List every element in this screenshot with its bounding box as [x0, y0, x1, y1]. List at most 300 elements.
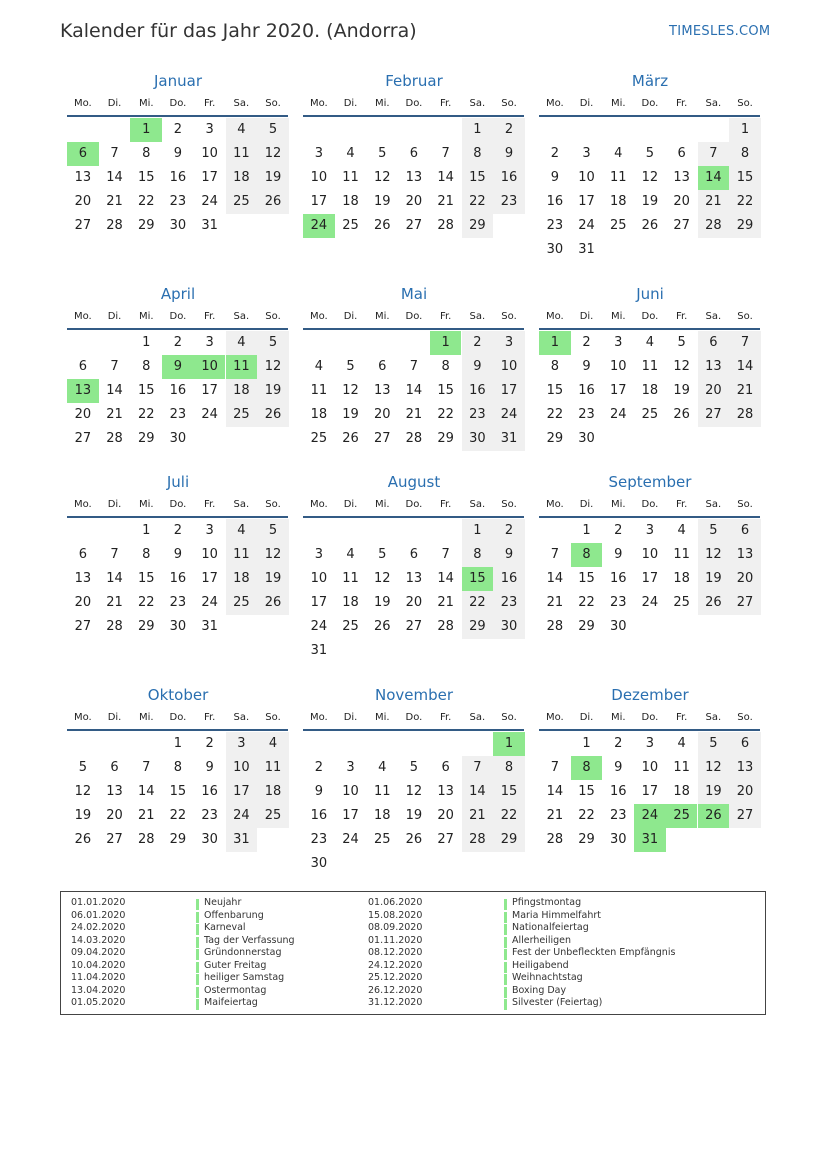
day-cell[interactable]: 14	[106, 383, 123, 398]
day-cell[interactable]: 5	[378, 146, 387, 161]
day-cell[interactable]: 6	[409, 547, 419, 562]
day-cell[interactable]: 2	[173, 122, 183, 137]
day-cell[interactable]: 29	[578, 619, 595, 634]
day-cell[interactable]: 19	[641, 194, 659, 209]
day-cell[interactable]: 9	[314, 784, 323, 799]
day-cell[interactable]: 8	[441, 359, 450, 374]
day-cell[interactable]: 19	[257, 567, 289, 591]
day-cell[interactable]: 17	[201, 170, 218, 185]
day-cell[interactable]: 18	[673, 571, 690, 586]
day-cell[interactable]: 24	[342, 832, 359, 847]
day-cell[interactable]: 26	[373, 619, 391, 634]
day-cell[interactable]: 13	[373, 383, 391, 398]
day-cell[interactable]: 5	[257, 331, 289, 355]
day-cell[interactable]: 1	[142, 523, 151, 538]
day-cell[interactable]: 17	[493, 379, 525, 403]
day-cell[interactable]: 20	[729, 567, 761, 591]
day-cell[interactable]: 25	[226, 591, 258, 615]
day-cell[interactable]: 17	[641, 784, 659, 799]
day-cell[interactable]: 6	[698, 331, 730, 355]
day-cell[interactable]: 12	[74, 784, 92, 799]
day-cell[interactable]: 30	[310, 856, 328, 871]
day-cell[interactable]: 31	[201, 218, 218, 233]
day-cell[interactable]: 13	[405, 571, 423, 586]
day-cell[interactable]: 27	[74, 431, 92, 446]
day-cell[interactable]: 11	[342, 170, 359, 185]
day-cell[interactable]: 6	[729, 519, 761, 543]
day-cell[interactable]: 27	[437, 832, 454, 847]
day-cell[interactable]: 29	[462, 615, 494, 639]
day-cell[interactable]: 10	[493, 355, 525, 379]
day-cell[interactable]: 14	[437, 571, 454, 586]
day-cell[interactable]: 4	[346, 146, 355, 161]
day-cell[interactable]: 1	[142, 335, 151, 350]
day-cell[interactable]: 3	[205, 122, 214, 137]
day-cell[interactable]: 31	[310, 643, 328, 658]
day-cell[interactable]: 6	[78, 359, 87, 374]
day-cell[interactable]: 14	[137, 784, 155, 799]
day-cell[interactable]: 24	[201, 194, 218, 209]
day-cell[interactable]: 30	[546, 242, 564, 257]
day-cell[interactable]: 13	[437, 784, 454, 799]
day-cell[interactable]: 13	[106, 784, 123, 799]
day-cell[interactable]: 16	[169, 571, 187, 586]
day-cell[interactable]: 16	[493, 567, 525, 591]
day-cell[interactable]: 22	[137, 194, 155, 209]
day-cell[interactable]: 5	[257, 118, 289, 142]
day-cell[interactable]: 16	[169, 383, 187, 398]
day-cell[interactable]: 15	[169, 784, 187, 799]
holiday-day-cell[interactable]: 8	[571, 756, 603, 780]
day-cell[interactable]: 4	[314, 359, 323, 374]
day-cell[interactable]: 16	[609, 784, 627, 799]
day-cell[interactable]: 11	[673, 760, 690, 775]
day-cell[interactable]: 28	[698, 214, 730, 238]
holiday-day-cell[interactable]: 25	[666, 804, 698, 828]
day-cell[interactable]: 7	[441, 146, 450, 161]
day-cell[interactable]: 14	[106, 571, 123, 586]
day-cell[interactable]: 30	[609, 832, 627, 847]
day-cell[interactable]: 12	[641, 170, 659, 185]
day-cell[interactable]: 29	[437, 431, 454, 446]
holiday-day-cell[interactable]: 8	[571, 543, 603, 567]
day-cell[interactable]: 25	[342, 619, 359, 634]
day-cell[interactable]: 1	[462, 118, 494, 142]
day-cell[interactable]: 3	[226, 732, 258, 756]
day-cell[interactable]: 6	[78, 547, 87, 562]
day-cell[interactable]: 16	[609, 571, 627, 586]
day-cell[interactable]: 12	[257, 543, 289, 567]
day-cell[interactable]: 26	[641, 218, 659, 233]
day-cell[interactable]: 6	[110, 760, 119, 775]
day-cell[interactable]: 2	[314, 760, 323, 775]
day-cell[interactable]: 5	[78, 760, 87, 775]
day-cell[interactable]: 12	[373, 170, 391, 185]
day-cell[interactable]: 3	[205, 523, 214, 538]
day-cell[interactable]: 5	[677, 335, 686, 350]
day-cell[interactable]: 18	[257, 780, 289, 804]
day-cell[interactable]: 29	[729, 214, 761, 238]
day-cell[interactable]: 25	[609, 218, 627, 233]
day-cell[interactable]: 4	[645, 335, 655, 350]
day-cell[interactable]: 4	[346, 547, 355, 562]
day-cell[interactable]: 7	[698, 142, 730, 166]
day-cell[interactable]: 29	[137, 431, 155, 446]
holiday-day-cell[interactable]: 1	[539, 331, 571, 355]
day-cell[interactable]: 9	[550, 170, 559, 185]
day-cell[interactable]: 18	[310, 407, 328, 422]
day-cell[interactable]: 21	[106, 194, 123, 209]
day-cell[interactable]: 14	[405, 383, 423, 398]
day-cell[interactable]: 15	[137, 383, 155, 398]
day-cell[interactable]: 3	[493, 331, 525, 355]
day-cell[interactable]: 18	[342, 194, 359, 209]
day-cell[interactable]: 27	[729, 591, 761, 615]
day-cell[interactable]: 28	[405, 431, 423, 446]
day-cell[interactable]: 5	[698, 732, 730, 756]
day-cell[interactable]: 26	[257, 591, 289, 615]
day-cell[interactable]: 3	[314, 146, 323, 161]
day-cell[interactable]: 18	[226, 567, 258, 591]
day-cell[interactable]: 26	[257, 190, 289, 214]
day-cell[interactable]: 31	[493, 427, 525, 451]
day-cell[interactable]: 30	[169, 619, 187, 634]
day-cell[interactable]: 30	[578, 431, 595, 446]
day-cell[interactable]: 17	[310, 194, 328, 209]
day-cell[interactable]: 23	[609, 595, 627, 610]
day-cell[interactable]: 5	[346, 359, 355, 374]
day-cell[interactable]: 21	[137, 808, 155, 823]
day-cell[interactable]: 4	[226, 118, 258, 142]
day-cell[interactable]: 27	[106, 832, 123, 847]
day-cell[interactable]: 4	[226, 519, 258, 543]
day-cell[interactable]: 21	[106, 407, 123, 422]
day-cell[interactable]: 13	[729, 756, 761, 780]
day-cell[interactable]: 3	[205, 335, 214, 350]
day-cell[interactable]: 27	[698, 403, 730, 427]
day-cell[interactable]: 4	[614, 146, 623, 161]
day-cell[interactable]: 20	[698, 379, 730, 403]
day-cell[interactable]: 7	[142, 760, 151, 775]
day-cell[interactable]: 30	[201, 832, 218, 847]
day-cell[interactable]: 4	[257, 732, 289, 756]
day-cell[interactable]: 1	[173, 736, 183, 751]
holiday-day-cell[interactable]: 26	[698, 804, 730, 828]
day-cell[interactable]: 15	[137, 170, 155, 185]
holiday-day-cell[interactable]: 10	[194, 355, 226, 379]
day-cell[interactable]: 21	[437, 595, 454, 610]
day-cell[interactable]: 22	[169, 808, 187, 823]
day-cell[interactable]: 20	[74, 595, 92, 610]
day-cell[interactable]: 21	[698, 190, 730, 214]
day-cell[interactable]: 14	[437, 170, 454, 185]
day-cell[interactable]: 15	[493, 780, 525, 804]
day-cell[interactable]: 7	[110, 547, 119, 562]
day-cell[interactable]: 10	[342, 784, 359, 799]
day-cell[interactable]: 8	[493, 756, 525, 780]
day-cell[interactable]: 27	[74, 218, 92, 233]
day-cell[interactable]: 3	[314, 547, 323, 562]
day-cell[interactable]: 10	[641, 547, 659, 562]
day-cell[interactable]: 20	[74, 407, 92, 422]
day-cell[interactable]: 15	[578, 784, 595, 799]
day-cell[interactable]: 23	[169, 595, 187, 610]
day-cell[interactable]: 7	[110, 146, 119, 161]
day-cell[interactable]: 12	[405, 784, 423, 799]
day-cell[interactable]: 29	[578, 832, 595, 847]
day-cell[interactable]: 15	[729, 166, 761, 190]
holiday-day-cell[interactable]: 24	[634, 804, 666, 828]
day-cell[interactable]: 9	[173, 547, 183, 562]
day-cell[interactable]: 16	[169, 170, 187, 185]
day-cell[interactable]: 10	[641, 760, 659, 775]
day-cell[interactable]: 21	[106, 595, 123, 610]
holiday-day-cell[interactable]: 14	[698, 166, 730, 190]
day-cell[interactable]: 16	[310, 808, 328, 823]
day-cell[interactable]: 11	[310, 383, 328, 398]
day-cell[interactable]: 2	[493, 118, 525, 142]
day-cell[interactable]: 28	[546, 832, 564, 847]
day-cell[interactable]: 13	[698, 355, 730, 379]
day-cell[interactable]: 9	[614, 760, 623, 775]
day-cell[interactable]: 16	[201, 784, 218, 799]
day-cell[interactable]: 23	[609, 808, 627, 823]
day-cell[interactable]: 7	[550, 547, 559, 562]
day-cell[interactable]: 28	[106, 431, 123, 446]
day-cell[interactable]: 20	[729, 780, 761, 804]
day-cell[interactable]: 23	[493, 591, 525, 615]
day-cell[interactable]: 28	[137, 832, 155, 847]
day-cell[interactable]: 22	[462, 190, 494, 214]
day-cell[interactable]: 13	[74, 170, 92, 185]
holiday-day-cell[interactable]: 31	[634, 828, 666, 852]
day-cell[interactable]: 3	[582, 146, 591, 161]
day-cell[interactable]: 8	[142, 359, 151, 374]
day-cell[interactable]: 12	[342, 383, 359, 398]
day-cell[interactable]: 26	[257, 403, 289, 427]
day-cell[interactable]: 25	[373, 832, 391, 847]
day-cell[interactable]: 17	[226, 780, 258, 804]
day-cell[interactable]: 16	[546, 194, 564, 209]
day-cell[interactable]: 2	[493, 519, 525, 543]
day-cell[interactable]: 2	[550, 146, 559, 161]
day-cell[interactable]: 20	[106, 808, 123, 823]
day-cell[interactable]: 10	[201, 146, 218, 161]
day-cell[interactable]: 18	[342, 595, 359, 610]
day-cell[interactable]: 18	[373, 808, 391, 823]
day-cell[interactable]: 30	[169, 431, 187, 446]
holiday-day-cell[interactable]: 9	[162, 355, 194, 379]
day-cell[interactable]: 13	[405, 170, 423, 185]
day-cell[interactable]: 23	[493, 190, 525, 214]
day-cell[interactable]: 19	[342, 407, 359, 422]
day-cell[interactable]: 8	[550, 359, 559, 374]
day-cell[interactable]: 21	[462, 804, 494, 828]
day-cell[interactable]: 8	[142, 547, 151, 562]
day-cell[interactable]: 12	[698, 756, 730, 780]
day-cell[interactable]: 17	[342, 808, 359, 823]
day-cell[interactable]: 16	[493, 166, 525, 190]
day-cell[interactable]: 1	[582, 523, 591, 538]
day-cell[interactable]: 21	[437, 194, 454, 209]
day-cell[interactable]: 15	[578, 571, 595, 586]
day-cell[interactable]: 21	[546, 595, 564, 610]
day-cell[interactable]: 25	[226, 403, 258, 427]
day-cell[interactable]: 24	[578, 218, 595, 233]
day-cell[interactable]: 17	[578, 194, 595, 209]
day-cell[interactable]: 31	[578, 242, 595, 257]
day-cell[interactable]: 13	[74, 571, 92, 586]
day-cell[interactable]: 3	[614, 335, 623, 350]
day-cell[interactable]: 27	[373, 431, 391, 446]
day-cell[interactable]: 30	[169, 218, 187, 233]
day-cell[interactable]: 18	[609, 194, 627, 209]
day-cell[interactable]: 2	[614, 523, 623, 538]
day-cell[interactable]: 3	[346, 760, 355, 775]
day-cell[interactable]: 24	[226, 804, 258, 828]
day-cell[interactable]: 2	[173, 335, 183, 350]
day-cell[interactable]: 23	[169, 407, 187, 422]
day-cell[interactable]: 14	[546, 784, 564, 799]
day-cell[interactable]: 6	[729, 732, 761, 756]
day-cell[interactable]: 19	[405, 808, 423, 823]
day-cell[interactable]: 4	[378, 760, 387, 775]
day-cell[interactable]: 11	[373, 784, 391, 799]
day-cell[interactable]: 3	[645, 523, 655, 538]
day-cell[interactable]: 17	[641, 571, 659, 586]
day-cell[interactable]: 20	[673, 194, 690, 209]
day-cell[interactable]: 3	[645, 736, 655, 751]
day-cell[interactable]: 13	[673, 170, 690, 185]
day-cell[interactable]: 18	[673, 784, 690, 799]
day-cell[interactable]: 28	[106, 218, 123, 233]
day-cell[interactable]: 30	[493, 615, 525, 639]
day-cell[interactable]: 29	[462, 214, 494, 238]
day-cell[interactable]: 30	[609, 619, 627, 634]
day-cell[interactable]: 31	[201, 619, 218, 634]
day-cell[interactable]: 9	[614, 547, 623, 562]
day-cell[interactable]: 12	[373, 571, 391, 586]
day-cell[interactable]: 17	[201, 383, 218, 398]
day-cell[interactable]: 27	[729, 804, 761, 828]
day-cell[interactable]: 2	[173, 523, 183, 538]
day-cell[interactable]: 19	[257, 379, 289, 403]
day-cell[interactable]: 28	[729, 403, 761, 427]
day-cell[interactable]: 10	[578, 170, 595, 185]
day-cell[interactable]: 25	[342, 218, 359, 233]
day-cell[interactable]: 11	[342, 571, 359, 586]
day-cell[interactable]: 6	[378, 359, 387, 374]
day-cell[interactable]: 19	[698, 780, 730, 804]
day-cell[interactable]: 19	[698, 567, 730, 591]
day-cell[interactable]: 16	[462, 379, 494, 403]
day-cell[interactable]: 10	[310, 170, 328, 185]
day-cell[interactable]: 22	[578, 808, 595, 823]
day-cell[interactable]: 20	[405, 595, 423, 610]
day-cell[interactable]: 2	[614, 736, 623, 751]
day-cell[interactable]: 29	[137, 619, 155, 634]
day-cell[interactable]: 9	[582, 359, 591, 374]
day-cell[interactable]: 12	[673, 359, 690, 374]
day-cell[interactable]: 25	[226, 190, 258, 214]
day-cell[interactable]: 15	[546, 383, 564, 398]
holiday-day-cell[interactable]: 1	[430, 331, 462, 355]
day-cell[interactable]: 23	[462, 403, 494, 427]
day-cell[interactable]: 9	[493, 142, 525, 166]
day-cell[interactable]: 1	[582, 736, 591, 751]
day-cell[interactable]: 25	[641, 407, 659, 422]
day-cell[interactable]: 22	[137, 595, 155, 610]
day-cell[interactable]: 30	[462, 427, 494, 451]
day-cell[interactable]: 1	[729, 118, 761, 142]
day-cell[interactable]: 5	[378, 547, 387, 562]
day-cell[interactable]: 14	[462, 780, 494, 804]
day-cell[interactable]: 26	[673, 407, 690, 422]
holiday-day-cell[interactable]: 11	[226, 355, 258, 379]
day-cell[interactable]: 10	[226, 756, 258, 780]
day-cell[interactable]: 28	[437, 218, 454, 233]
day-cell[interactable]: 9	[462, 355, 494, 379]
day-cell[interactable]: 27	[74, 619, 92, 634]
day-cell[interactable]: 22	[729, 190, 761, 214]
day-cell[interactable]: 25	[257, 804, 289, 828]
day-cell[interactable]: 8	[462, 543, 494, 567]
day-cell[interactable]: 6	[409, 146, 419, 161]
day-cell[interactable]: 5	[698, 519, 730, 543]
day-cell[interactable]: 10	[609, 359, 627, 374]
day-cell[interactable]: 26	[373, 218, 391, 233]
day-cell[interactable]: 9	[205, 760, 214, 775]
day-cell[interactable]: 11	[257, 756, 289, 780]
day-cell[interactable]: 28	[546, 619, 564, 634]
day-cell[interactable]: 11	[226, 142, 258, 166]
day-cell[interactable]: 12	[257, 142, 289, 166]
day-cell[interactable]: 22	[462, 591, 494, 615]
day-cell[interactable]: 19	[74, 808, 92, 823]
day-cell[interactable]: 8	[462, 142, 494, 166]
day-cell[interactable]: 24	[201, 595, 218, 610]
day-cell[interactable]: 12	[257, 355, 289, 379]
day-cell[interactable]: 17	[201, 571, 218, 586]
day-cell[interactable]: 22	[137, 407, 155, 422]
day-cell[interactable]: 15	[437, 383, 454, 398]
day-cell[interactable]: 24	[310, 619, 328, 634]
day-cell[interactable]: 11	[609, 170, 627, 185]
day-cell[interactable]: 7	[441, 547, 450, 562]
brand-link[interactable]: TIMESLES.COM	[669, 24, 771, 39]
day-cell[interactable]: 26	[698, 591, 730, 615]
day-cell[interactable]: 19	[257, 166, 289, 190]
holiday-day-cell[interactable]: 1	[493, 732, 525, 756]
day-cell[interactable]: 21	[729, 379, 761, 403]
day-cell[interactable]: 24	[493, 403, 525, 427]
day-cell[interactable]: 29	[493, 828, 525, 852]
day-cell[interactable]: 29	[137, 218, 155, 233]
day-cell[interactable]: 27	[405, 619, 423, 634]
day-cell[interactable]: 2	[205, 736, 214, 751]
day-cell[interactable]: 11	[226, 543, 258, 567]
day-cell[interactable]: 19	[373, 595, 391, 610]
day-cell[interactable]: 31	[226, 828, 258, 852]
day-cell[interactable]: 28	[462, 828, 494, 852]
day-cell[interactable]: 24	[641, 595, 659, 610]
day-cell[interactable]: 27	[673, 218, 690, 233]
day-cell[interactable]: 2	[462, 331, 494, 355]
day-cell[interactable]: 15	[137, 571, 155, 586]
holiday-day-cell[interactable]: 1	[130, 118, 162, 142]
day-cell[interactable]: 18	[226, 166, 258, 190]
day-cell[interactable]: 12	[698, 543, 730, 567]
